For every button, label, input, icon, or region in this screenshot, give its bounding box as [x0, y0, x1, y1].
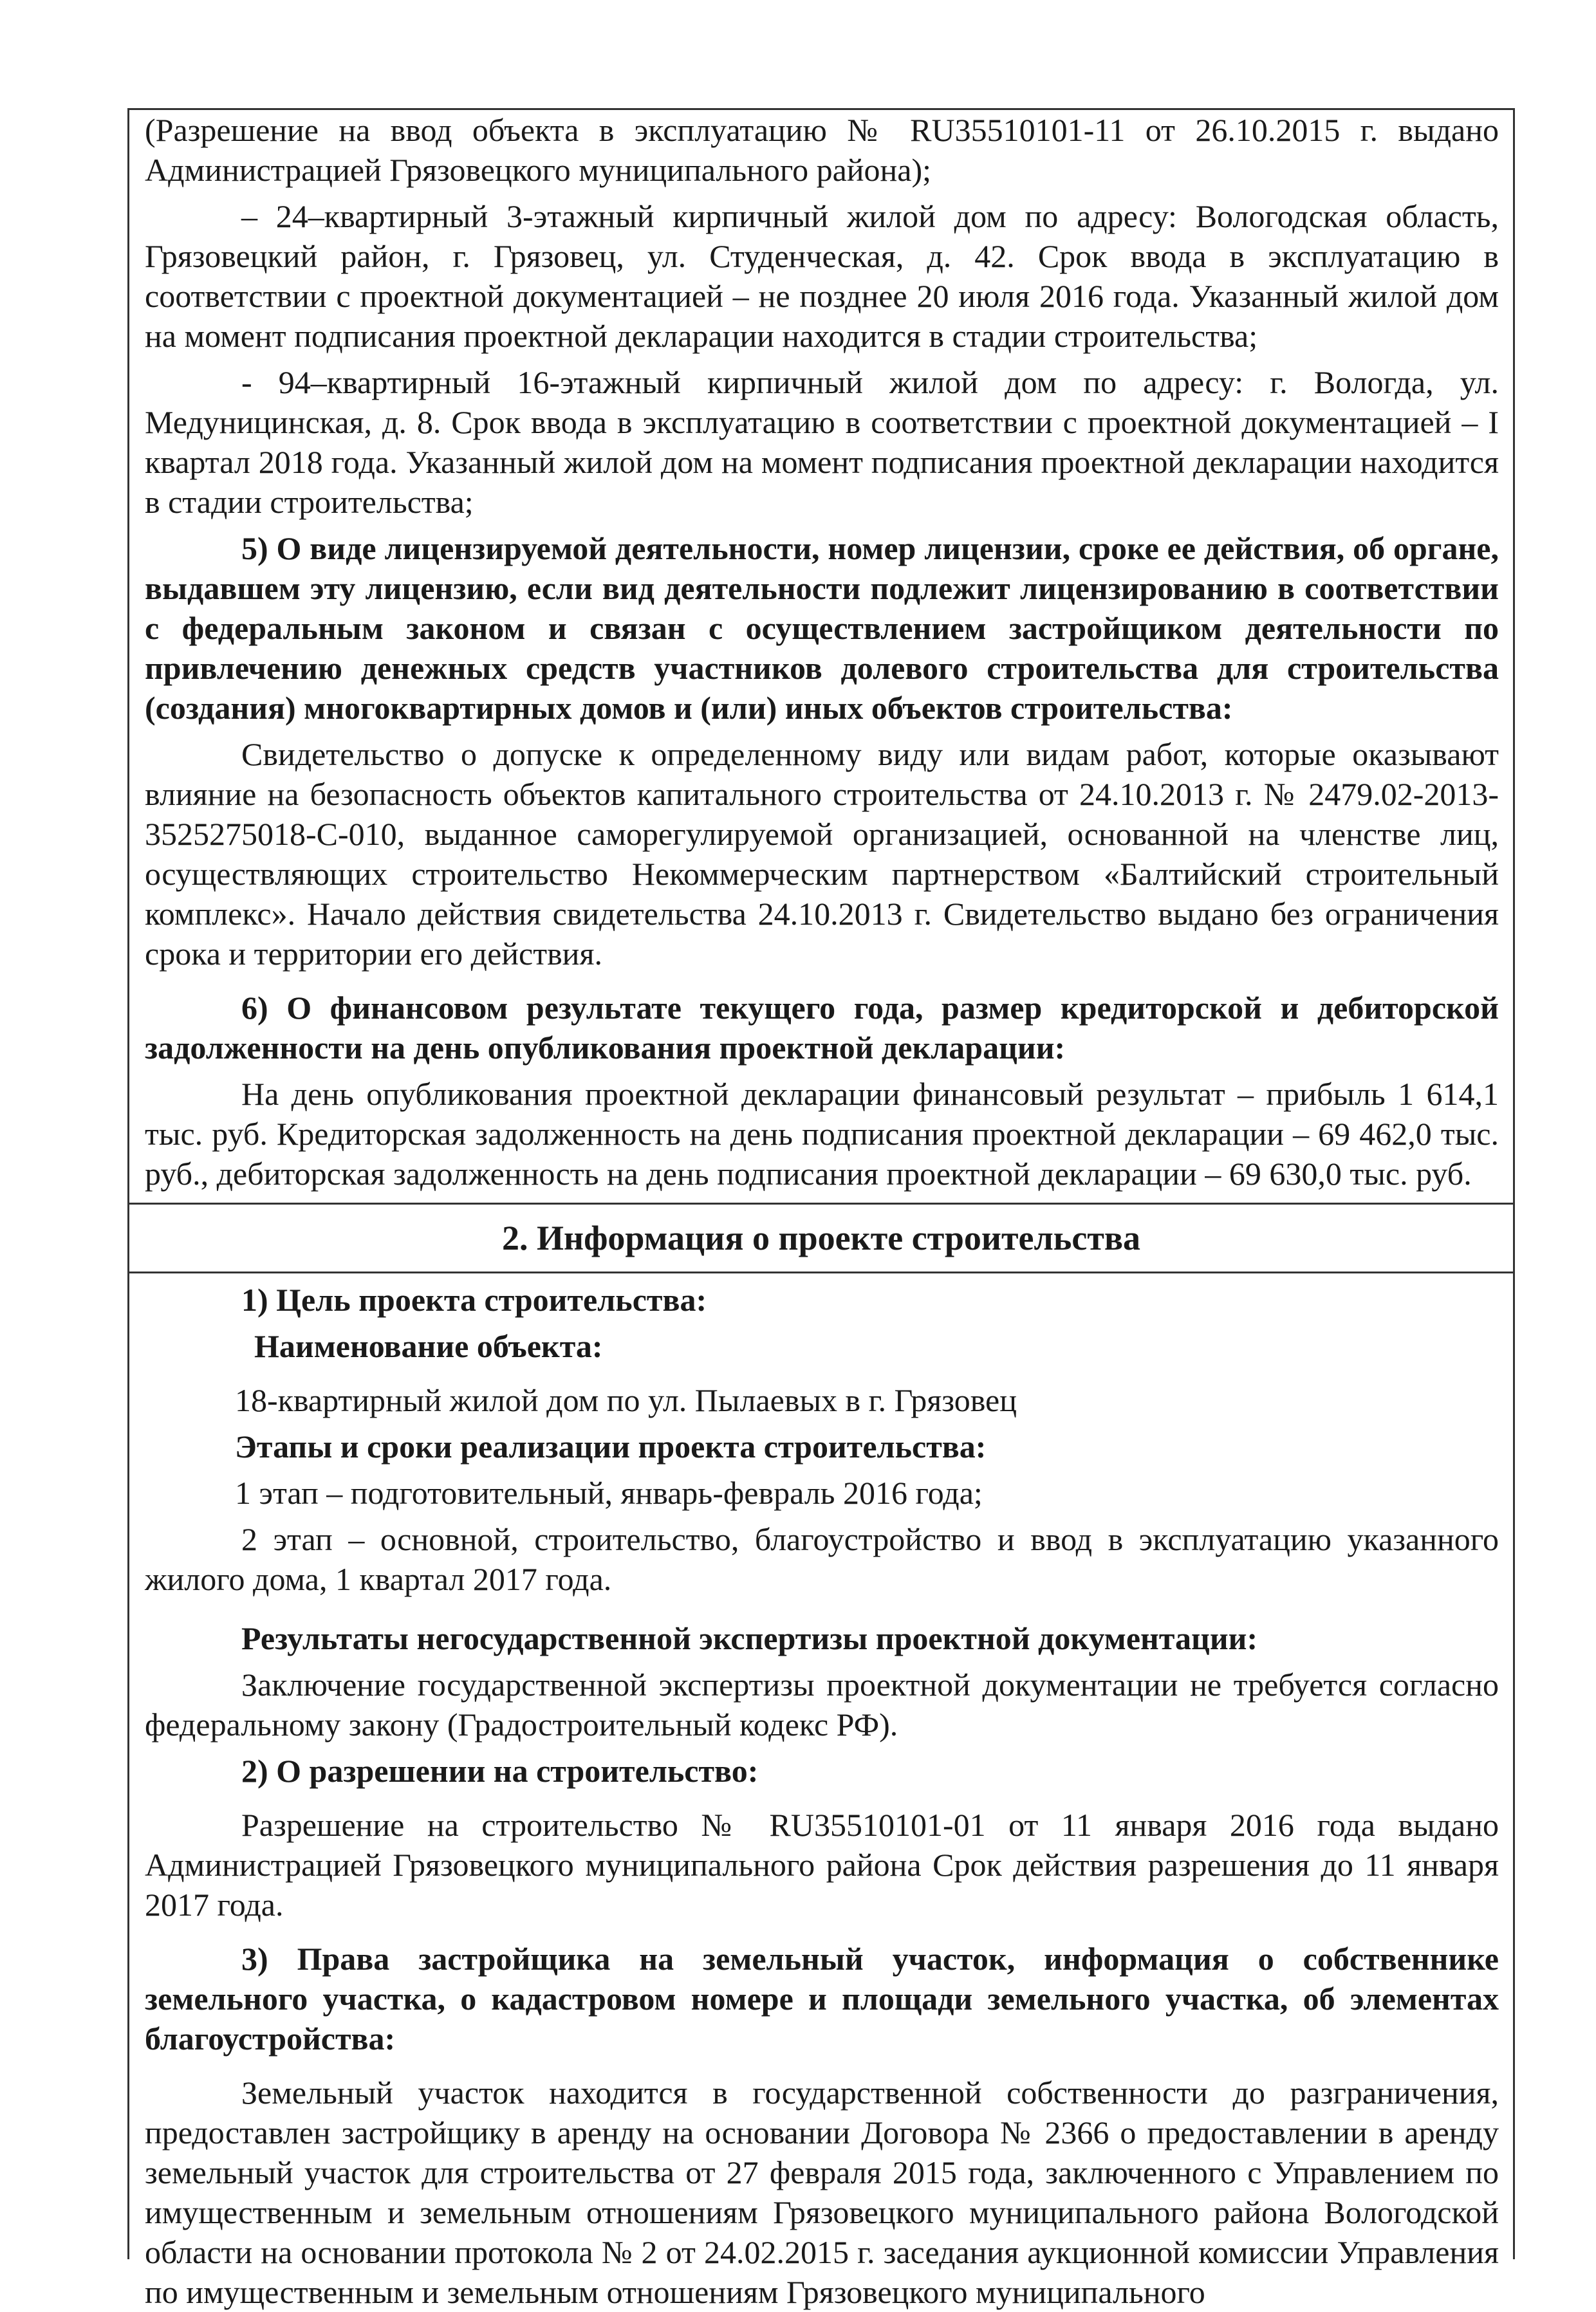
building-8-paragraph: - 94–квартирный 16-этажный кирпичный жилой дом по адресу: г. Вологда, ул. Медуницинская, д. 8. Срок ввода в эксплуатацию в соответствии с проектной документацией – I квартал 2018 года. Указанный жилой дом на момент подписания проектной декларации находится в стадии строительства; — [145, 364, 1499, 520]
section-2 — [129, 1280, 1513, 2312]
financial-text: На день опубликования проектной декларации финансовый результат – прибыль 1 614,1 тыс. руб. Кредиторская задолженность на день подписания проектной декларации – 69 462,0 тыс. руб., дебиторская задолженность на день подписания проектной декларации – 69 630,0 тыс. руб. — [145, 1076, 1499, 1192]
land-rights-heading: 3) Права застройщика на земельный участок, информация о собственнике земельного участка, о кадастровом номере и площади земельного участка, об элементах благоустройства: — [145, 1941, 1499, 2057]
section-2-header — [129, 1203, 1513, 1273]
stage-1: 1 этап – подготовительный, январь-февраль 2016 года; — [235, 1475, 983, 1511]
part1-section — [129, 110, 1513, 1194]
object-name-heading: Наименование объекта: — [254, 1328, 603, 1364]
land-rights-text: Земельный участок находится в государственной собственности до разграничения, предоставлен застройщику в аренду на основании Договора № 2366 о предоставлении в аренду земельный участок для строительства от 27 февраля 2015 года, заключенного с Управлением по имущественным и земельным отношениям Грязовецкого муниципального района Вологодской области на основании протокола № 2 от 24.02.2015 г. заседания аукционной комиссии Управления по имущественным и земельным отношениям Грязовецкого муниципального — [145, 2075, 1499, 2310]
object-name: 18-квартирный жилой дом по ул. Пылаевых в г. Грязовец — [235, 1382, 1017, 1418]
license-text: Свидетельство о допуске к определенному виду или видам работ, которые оказывают влияние на безопасность объектов капитального строительства от 24.10.2013 г. № 2479.02-2013-3525275018-С-010, выданное саморегулируемой организацией, основанной на членстве лиц, осуществляющих строительство Некоммерческим партнерством «Балтийский строительный комплекс». Начало действия свидетельства 24.10.2013 г. Свидетельство выдано без ограничения срока и территории его действия. — [145, 736, 1499, 972]
document-frame — [127, 108, 1515, 2310]
license-heading: 5) О виде лицензируемой деятельности, номер лицензии, сроке ее действия, об органе, выдавшем эту лицензию, если вид деятельности подлежит лицензированию в соответствии с федеральным законом и связан с осуществлением застройщиком деятельности по привлечению денежных средств участников долевого строительства для строительства (создания) многоквартирных домов и (или) иных объектов строительства: — [145, 530, 1499, 726]
building-permit-text: Разрешение на строительство № RU35510101-01 от 11 января 2016 года выдано Администрацией Грязовецкого муниципального района Срок действия разрешения до 11 января 2017 года. — [145, 1807, 1499, 1923]
financial-heading: 6) О финансовом результате текущего года, размер кредиторской и дебиторской задолженности на день опубликования проектной декларации: — [145, 990, 1499, 1066]
building-permit-heading: 2) О разрешении на строительство: — [241, 1753, 759, 1789]
stage-2: 2 этап – основной, строительство, благоустройство и ввод в эксплуатацию указанного жилого дома, 1 квартал 2017 года. — [145, 1521, 1499, 1597]
project-goal-heading: 1) Цель проекта строительства: — [241, 1282, 707, 1318]
expertise-heading: Результаты негосударственной экспертизы проектной документации: — [241, 1620, 1258, 1656]
building-42-paragraph: – 24–квартирный 3-этажный кирпичный жилой дом по адресу: Вологодская область, Грязовецкий район, г. Грязовец, ул. Студенческая, д. 42. Срок ввода в эксплуатацию в соответствии с проектной документацией – не позднее 20 июля 2016 года. Указанный жилой дом на момент подписания проектной декларации находится в стадии строительства; — [145, 198, 1499, 354]
permit-paragraph: (Разрешение на ввод объекта в эксплуатацию № RU35510101-11 от 26.10.2015 г. выдано Администрацией Грязовецкого муниципального района); — [145, 112, 1499, 188]
expertise-text: Заключение государственной экспертизы проектной документации не требуется согласно федеральному закону (Градостроительный кодекс РФ). — [145, 1667, 1499, 1743]
section-2-title: 2. Информация о проекте строительства — [501, 1219, 1141, 1257]
stages-heading: Этапы и сроки реализации проекта строительства: — [235, 1429, 987, 1465]
